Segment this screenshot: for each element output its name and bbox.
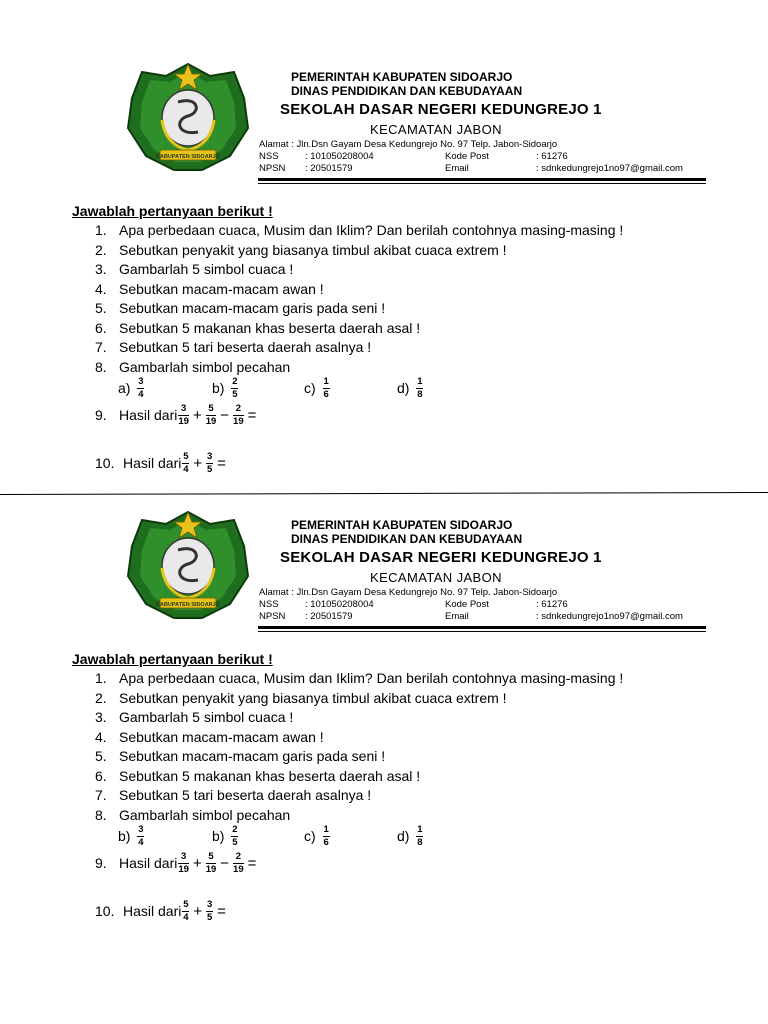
nss-value: : 101050208004	[305, 599, 374, 610]
question-number: 1.	[95, 670, 107, 686]
fraction	[178, 404, 189, 426]
question-9-expression	[95, 852, 259, 874]
exam-sheet	[0, 448, 768, 923]
header-government: PEMERINTAH KABUPATEN SIDOARJO	[291, 70, 513, 84]
header-divider-thin	[258, 183, 706, 184]
numerator: 2	[235, 403, 241, 414]
question-9-expression	[95, 404, 259, 426]
option-label: b)	[212, 380, 225, 396]
svg-text:KABUPATEN SIDOARJO: KABUPATEN SIDOARJO	[156, 602, 220, 608]
question-number: 5.	[95, 300, 107, 316]
nss-value: : 101050208004	[305, 151, 374, 162]
question-text: Gambarlah simbol pecahan	[119, 358, 291, 375]
header-divider-thin	[258, 631, 706, 632]
denominator: 19	[233, 415, 244, 427]
question-item	[95, 670, 623, 686]
fraction-option	[212, 377, 239, 399]
email-value: : sdnkedungrejo1no97@gmail.com	[536, 163, 683, 174]
header-divider-thick	[258, 178, 706, 181]
nss-label: NSS	[259, 599, 279, 610]
numerator: 2	[232, 824, 238, 835]
fraction	[231, 825, 238, 847]
minus-operator: −	[220, 854, 230, 872]
fraction-option	[212, 825, 239, 847]
fraction	[323, 377, 330, 399]
header-address: Alamat : Jln.Dsn Gayam Desa Kedungrejo No. 97 Telp. Jabon-Sidoarjo	[259, 139, 558, 150]
fraction	[206, 404, 217, 426]
question-item	[95, 729, 324, 745]
fraction-option	[397, 825, 424, 847]
question-item	[95, 748, 385, 764]
question-number: 8.	[95, 358, 107, 375]
denominator: 5	[232, 388, 238, 400]
denominator: 8	[417, 836, 423, 848]
fraction-option	[304, 377, 331, 399]
numerator: 3	[138, 376, 144, 387]
kodepos-value: : 61276	[536, 599, 568, 610]
fraction	[206, 900, 213, 922]
numerator: 1	[323, 824, 329, 835]
npsn-value: : 20501579	[305, 163, 353, 174]
fraction	[178, 852, 189, 874]
denominator: 19	[233, 863, 244, 875]
option-label: a)	[118, 380, 131, 396]
fraction	[137, 377, 144, 399]
question-text: Sebutkan macam-macam awan !	[119, 280, 324, 297]
nss-label: NSS	[259, 151, 279, 162]
denominator: 4	[183, 911, 189, 923]
question-text: Sebutkan macam-macam garis pada seni !	[119, 300, 386, 316]
instructions-title: Jawablah pertanyaan berikut !	[72, 203, 273, 219]
equals-sign: =	[217, 902, 226, 920]
denominator: 4	[138, 388, 144, 400]
denominator: 6	[323, 388, 329, 400]
question-number: 4.	[95, 728, 107, 745]
denominator: 5	[206, 463, 213, 475]
question-number: 1.	[95, 222, 107, 238]
header-department: DINAS PENDIDIKAN DAN KEBUDAYAAN	[291, 532, 523, 546]
numerator: 3	[181, 851, 187, 862]
numerator: 3	[181, 403, 187, 414]
question-number: 10.	[95, 455, 115, 471]
question-number: 6.	[95, 767, 107, 784]
plus-operator: +	[192, 406, 202, 424]
npsn-label: NPSN	[259, 611, 286, 622]
svg-text:KABUPATEN SIDOARJO: KABUPATEN SIDOARJO	[156, 154, 220, 160]
numerator: 3	[206, 451, 213, 462]
question-item	[95, 261, 293, 277]
header-divider-thick	[258, 626, 706, 629]
fraction-option	[304, 825, 331, 847]
question-number: 2.	[95, 689, 107, 706]
question-text: Gambarlah 5 simbol cuaca !	[119, 709, 294, 725]
question-number: 7.	[95, 787, 107, 803]
equals-sign: =	[247, 854, 257, 872]
question-item	[95, 690, 507, 706]
fraction	[233, 404, 244, 426]
question-item	[95, 281, 324, 297]
option-label: b)	[212, 828, 225, 844]
equals-sign: =	[217, 454, 226, 472]
denominator: 8	[417, 388, 423, 400]
question-item	[95, 768, 420, 784]
school-emblem-icon	[122, 58, 254, 174]
fraction-option	[397, 377, 424, 399]
denominator: 19	[205, 863, 217, 875]
header-department: DINAS PENDIDIKAN DAN KEBUDAYAAN	[291, 84, 523, 98]
kodepos-label: Kode Post	[445, 599, 489, 610]
kodepos-label: Kode Post	[445, 151, 489, 162]
question-text: Sebutkan 5 tari beserta daerah asalnya !	[119, 339, 372, 355]
question-number: 10.	[95, 903, 115, 919]
header-address: Alamat : Jln.Dsn Gayam Desa Kedungrejo No. 97 Telp. Jabon-Sidoarjo	[259, 587, 558, 598]
question-10-expression	[95, 900, 229, 922]
denominator: 4	[183, 463, 189, 475]
numerator: 3	[138, 824, 144, 835]
header-kecamatan: KECAMATAN JABON	[370, 570, 502, 585]
denominator: 19	[205, 415, 217, 427]
question-text: Sebutkan 5 makanan khas beserta daerah asal !	[119, 319, 421, 336]
fraction	[233, 852, 244, 874]
exam-sheet	[0, 0, 768, 475]
question-number: 2.	[95, 241, 107, 258]
question-number: 9.	[95, 855, 107, 871]
numerator: 1	[417, 824, 423, 835]
plus-operator: +	[193, 902, 203, 920]
equals-sign: =	[247, 406, 257, 424]
option-label: c)	[304, 828, 316, 844]
question-item	[95, 787, 371, 803]
fraction	[231, 377, 238, 399]
question-item	[95, 242, 507, 258]
fraction	[416, 825, 423, 847]
question-text: Sebutkan 5 tari beserta daerah asalnya !	[119, 787, 372, 803]
question-item	[95, 709, 293, 725]
question-number: 9.	[95, 407, 107, 423]
header-school-name: SEKOLAH DASAR NEGERI KEDUNGREJO 1	[280, 549, 602, 566]
question-item	[95, 320, 420, 336]
school-emblem-icon	[122, 506, 254, 622]
npsn-label: NPSN	[259, 163, 286, 174]
question-text: Gambarlah 5 simbol cuaca !	[119, 261, 294, 277]
numerator: 3	[206, 899, 213, 910]
question-number: 6.	[95, 319, 107, 336]
fraction	[206, 852, 217, 874]
numerator: 1	[417, 376, 423, 387]
question-text: Hasil dari	[123, 455, 182, 471]
question-item	[95, 222, 623, 238]
question-number: 5.	[95, 748, 107, 764]
question-item	[95, 339, 371, 355]
question-number: 4.	[95, 280, 107, 297]
question-text: Sebutkan penyakit yang biasanya timbul akibat cuaca extrem !	[119, 689, 507, 706]
option-label: d)	[397, 828, 410, 844]
option-label: d)	[397, 380, 410, 396]
denominator: 5	[206, 911, 213, 923]
question-item	[95, 807, 290, 823]
fraction-option	[118, 825, 145, 847]
question-text: Hasil dari	[119, 407, 178, 423]
numerator: 5	[183, 899, 189, 910]
denominator: 6	[323, 836, 329, 848]
question-number: 3.	[95, 709, 107, 725]
header-kecamatan: KECAMATAN JABON	[370, 122, 502, 137]
fraction	[416, 377, 423, 399]
question-text: Hasil dari	[123, 903, 182, 919]
question-text: Sebutkan macam-macam awan !	[119, 728, 324, 745]
question-text: Hasil dari	[119, 855, 178, 871]
plus-operator: +	[192, 854, 202, 872]
question-number: 7.	[95, 339, 107, 355]
fraction	[182, 900, 189, 922]
npsn-value: : 20501579	[305, 611, 353, 622]
denominator: 4	[138, 836, 144, 848]
kodepos-value: : 61276	[536, 151, 568, 162]
numerator: 5	[208, 403, 214, 414]
fraction	[137, 825, 144, 847]
question-text: Apa perbedaan cuaca, Musim dan Iklim? Dan berilah contohnya masing-masing !	[119, 222, 624, 238]
header-government: PEMERINTAH KABUPATEN SIDOARJO	[291, 518, 513, 532]
denominator: 5	[232, 836, 238, 848]
header-school-name: SEKOLAH DASAR NEGERI KEDUNGREJO 1	[280, 101, 602, 118]
question-item	[95, 359, 290, 375]
denominator: 19	[178, 415, 189, 427]
option-label: c)	[304, 380, 316, 396]
denominator: 19	[178, 863, 189, 875]
question-text: Sebutkan macam-macam garis pada seni !	[119, 748, 386, 764]
question-item	[95, 300, 385, 316]
numerator: 2	[235, 851, 241, 862]
question-number: 3.	[95, 261, 107, 277]
question-text: Gambarlah simbol pecahan	[119, 806, 291, 823]
email-label: Email	[445, 611, 469, 622]
numerator: 5	[208, 851, 214, 862]
numerator: 2	[232, 376, 238, 387]
question-text: Sebutkan penyakit yang biasanya timbul akibat cuaca extrem !	[119, 241, 507, 258]
email-value: : sdnkedungrejo1no97@gmail.com	[536, 611, 683, 622]
numerator: 5	[183, 451, 189, 462]
fraction-option	[118, 377, 145, 399]
question-text: Sebutkan 5 makanan khas beserta daerah asal !	[119, 767, 421, 784]
numerator: 1	[323, 376, 329, 387]
question-number: 8.	[95, 806, 107, 823]
plus-operator: +	[193, 454, 203, 472]
option-label: b)	[118, 828, 131, 844]
question-text: Apa perbedaan cuaca, Musim dan Iklim? Dan berilah contohnya masing-masing !	[119, 670, 624, 686]
minus-operator: −	[220, 406, 230, 424]
fraction	[323, 825, 330, 847]
email-label: Email	[445, 163, 469, 174]
instructions-title: Jawablah pertanyaan berikut !	[72, 651, 273, 667]
